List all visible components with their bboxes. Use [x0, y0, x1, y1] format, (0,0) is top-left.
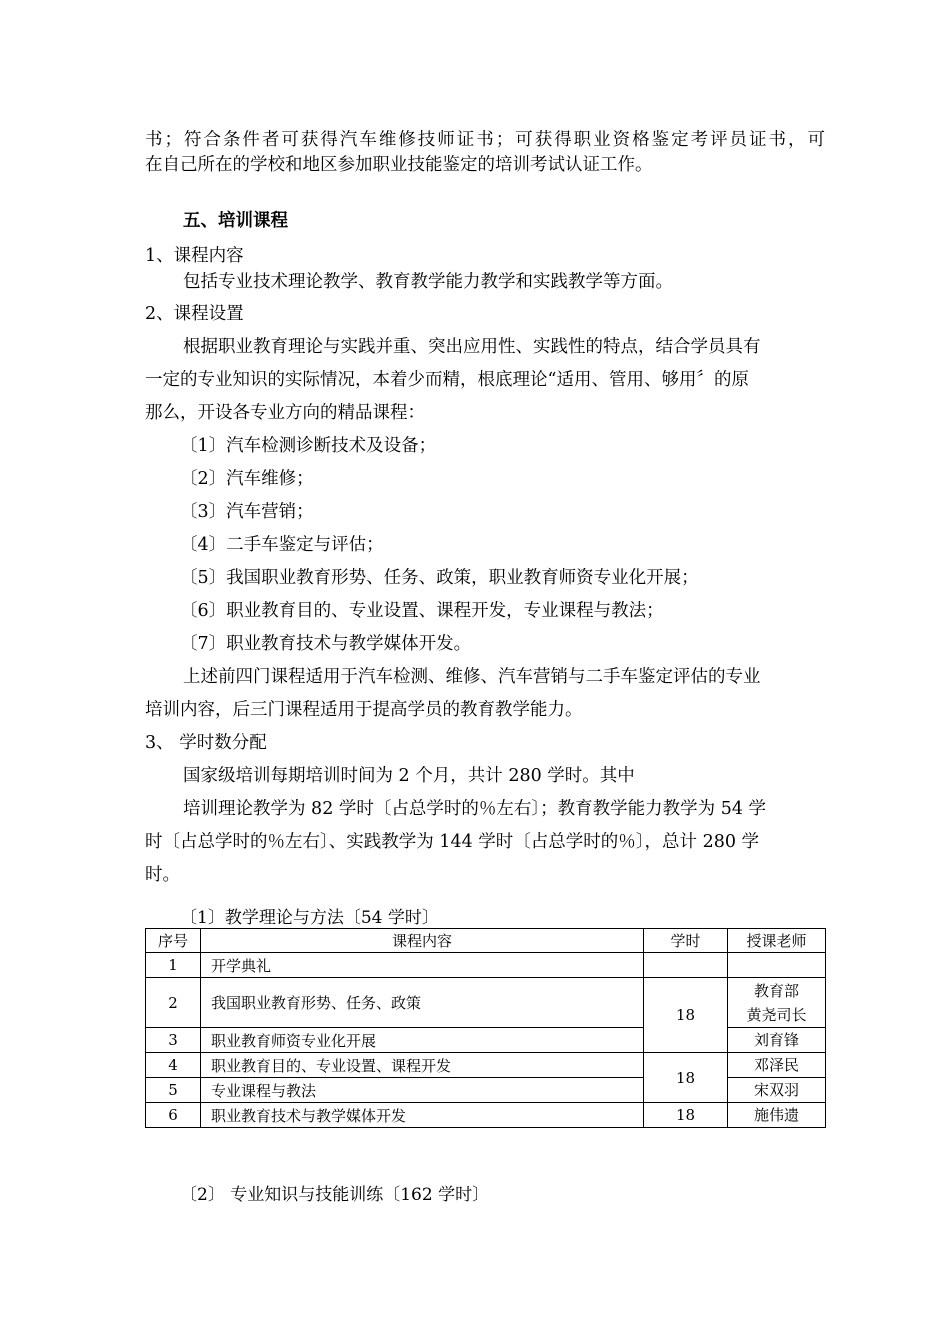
subsection-2-para-line-2: 一定的专业知识的实际情况，本着少而精，根底理论“适用、管用、够用〞的原	[145, 370, 749, 390]
header-hours: 学时	[644, 929, 728, 953]
teacher-line: 教育部	[753, 981, 799, 1000]
course-item: 〔6〕职业教育目的、专业设置、课程开发，专业课程与教法；	[180, 601, 664, 621]
hours-para-2-line-3: 时。	[145, 865, 180, 885]
row-hours: 18	[644, 1053, 728, 1103]
summary-line-1: 上述前四门课程适用于汽车检测、维修、汽车营销与二手车鉴定评估的专业	[183, 667, 761, 687]
subsection-3-title: 3、 学时数分配	[145, 733, 267, 753]
subsection-2-title: 2、课程设置	[145, 304, 244, 324]
table-header-row	[146, 929, 826, 953]
subsection-1-text: 包括专业技术理论教学、教育教学能力教学和实践教学等方面。	[183, 272, 673, 292]
table-row	[146, 1103, 826, 1128]
row-teacher	[728, 978, 826, 1028]
row-num: 1	[146, 953, 201, 978]
course-item: 〔7〕职业教育技术与教学媒体开发。	[180, 634, 472, 654]
intro-line-1: 书；符合条件者可获得汽车维修技师证书；可获得职业资格鉴定考评员证书，可	[145, 130, 825, 150]
subsection-2-para-line-3: 那么，开设各专业方向的精品课程：	[145, 403, 425, 423]
row-content: 职业教育目的、专业设置、课程开发	[201, 1053, 644, 1078]
row-content: 职业教育师资专业化开展	[201, 1028, 644, 1053]
row-content: 专业课程与教法	[201, 1078, 644, 1103]
table-2-caption: 〔2〕 专业知识与技能训练〔162 学时〕	[180, 1185, 490, 1205]
row-content: 我国职业教育形势、任务、政策	[201, 978, 644, 1028]
row-num: 4	[146, 1053, 201, 1078]
table-row	[146, 953, 826, 978]
hours-para-1: 国家级培训每期培训时间为 2 个月，共计 280 学时。其中	[183, 766, 635, 786]
table-row	[146, 978, 826, 1028]
row-teacher: 施伟遗	[728, 1103, 826, 1128]
summary-line-2: 培训内容，后三门课程适用于提高学员的教育教学能力。	[145, 700, 583, 720]
intro-line-2: 在自己所在的学校和地区参加职业技能鉴定的培训考试认证工作。	[145, 155, 653, 175]
row-num: 6	[146, 1103, 201, 1128]
course-item: 〔3〕汽车营销；	[180, 502, 314, 522]
section-heading: 五、培训课程	[183, 211, 288, 231]
table-row	[146, 1053, 826, 1078]
subsection-2-para-line-1: 根据职业教育理论与实践并重、突出应用性、实践性的特点，结合学员具有	[183, 337, 761, 357]
course-item: 〔4〕二手车鉴定与评估；	[180, 535, 384, 555]
header-content: 课程内容	[201, 929, 644, 953]
course-table	[145, 928, 826, 1128]
row-teacher-empty	[728, 953, 826, 978]
row-teacher: 宋双羽	[728, 1078, 826, 1103]
row-content: 开学典礼	[201, 953, 644, 978]
header-teacher: 授课老师	[728, 929, 826, 953]
row-content: 职业教育技术与教学媒体开发	[201, 1103, 644, 1128]
row-num: 3	[146, 1028, 201, 1053]
subsection-1-title: 1、课程内容	[145, 246, 244, 266]
course-item: 〔5〕我国职业教育形势、任务、政策，职业教育师资专业化开展；	[180, 568, 699, 588]
row-hours-empty	[644, 953, 728, 978]
teacher-line: 黄尧司长	[746, 1005, 807, 1024]
table-1-caption: 〔1〕教学理论与方法〔54 学时〕	[180, 908, 439, 928]
row-teacher: 邓泽民	[728, 1053, 826, 1078]
row-num: 5	[146, 1078, 201, 1103]
hours-para-2-line-1: 培训理论教学为 82 学时〔占总学时的％左右〕；教育教学能力教学为 54 学	[183, 799, 767, 819]
row-hours: 18	[644, 1103, 728, 1128]
row-num: 2	[146, 978, 201, 1028]
hours-para-2-line-2: 时〔占总学时的％左右〕、实践教学为 144 学时〔占总学时的％〕，总计 280 学	[145, 832, 760, 852]
row-teacher: 刘育锋	[728, 1028, 826, 1053]
header-num: 序号	[146, 929, 201, 953]
course-item: 〔2〕汽车维修；	[180, 469, 314, 489]
course-item: 〔1〕汽车检测诊断技术及设备；	[180, 436, 437, 456]
row-hours: 18	[644, 978, 728, 1053]
